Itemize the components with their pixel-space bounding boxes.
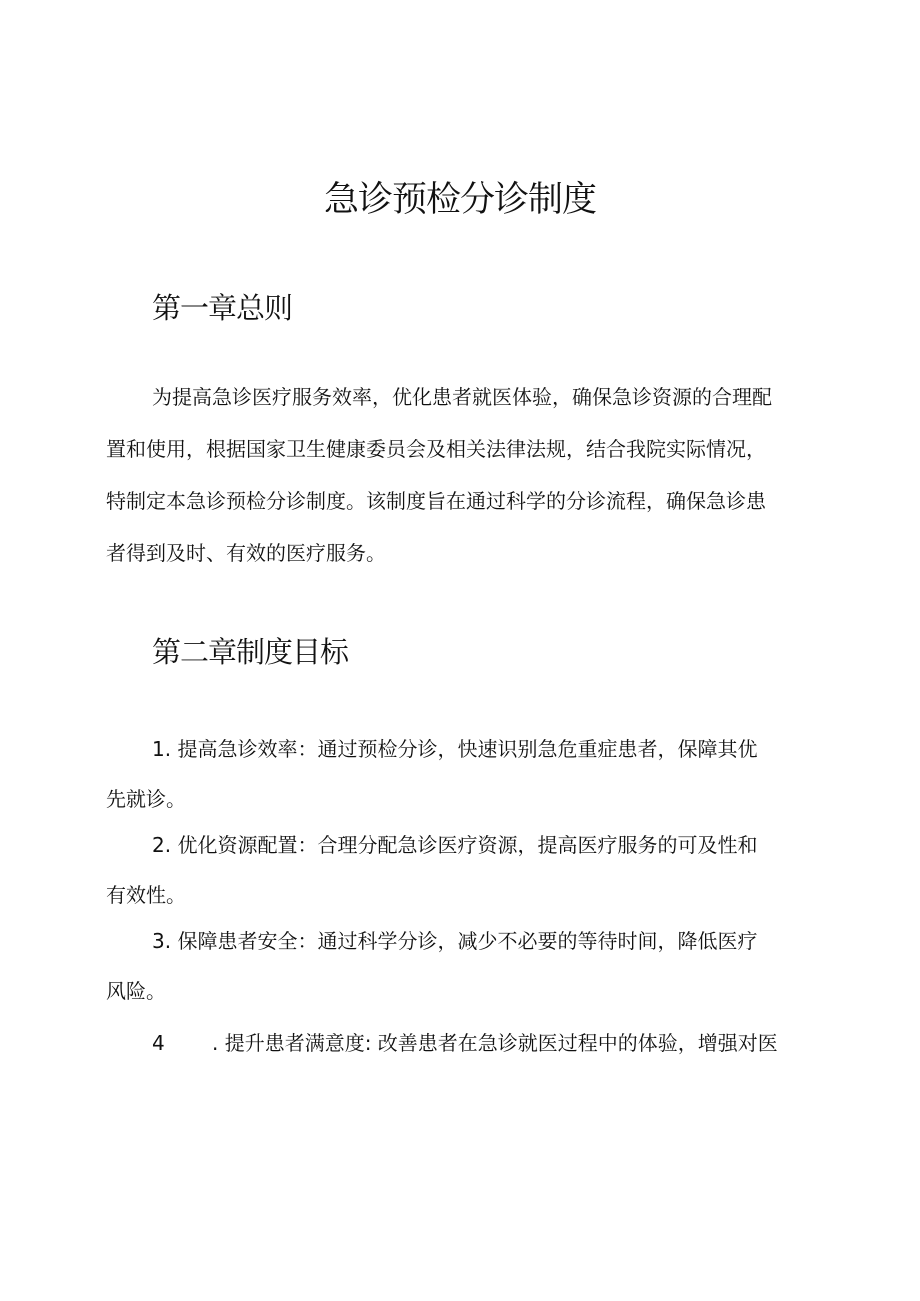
- paragraph-line: 为提高急诊医疗服务效率，优化患者就医体验，确保急诊资源的合理配: [152, 385, 772, 409]
- list-item-first-line: [106, 928, 822, 978]
- list-item-text: . 优化资源配置：合理分配急诊医疗资源，提高医疗服务的可及性和: [164, 833, 758, 857]
- list-item-text: . 保障患者安全：通过科学分诊，减少不必要的等待时间，降低医疗: [164, 929, 758, 953]
- list-item-continuation: 有效性。: [106, 883, 186, 907]
- list-item: [106, 928, 822, 1028]
- list-item-number: 4: [152, 1031, 165, 1055]
- list-item-first-line: [106, 736, 822, 786]
- list-item: [106, 1030, 822, 1080]
- document-title: 急诊预检分诊制度: [323, 180, 596, 220]
- chapter-1-paragraph: [106, 384, 822, 592]
- paragraph-line: 特制定本急诊预检分诊制度。该制度旨在通过科学的分诊流程，确保急诊患: [106, 489, 766, 513]
- chapter-1-heading: 第一章总则: [152, 291, 293, 325]
- list-item-text: . 提升患者满意度: 改善患者在急诊就医过程中的体验，增强对医: [212, 1031, 778, 1055]
- list-item-continuation: 风险。: [106, 979, 166, 1003]
- paragraph-line: 置和使用，根据国家卫生健康委员会及相关法律法规，结合我院实际情况，: [106, 437, 766, 461]
- list-item-text: . 提高急诊效率：通过预检分诊，快速识别急危重症患者，保障其优: [164, 737, 758, 761]
- list-item-first-line: [106, 1030, 822, 1080]
- list-item-continuation: 先就诊。: [106, 787, 186, 811]
- list-item-number: 1: [152, 737, 165, 761]
- list-item-first-line: [106, 832, 822, 882]
- list-item-number: 2: [152, 833, 165, 857]
- paragraph-line: 者得到及时、有效的医疗服务。: [106, 541, 386, 565]
- list-item: [106, 736, 822, 836]
- list-item-number: 3: [152, 929, 165, 953]
- list-item: [106, 832, 822, 932]
- chapter-2-heading: 第二章制度目标: [152, 635, 349, 669]
